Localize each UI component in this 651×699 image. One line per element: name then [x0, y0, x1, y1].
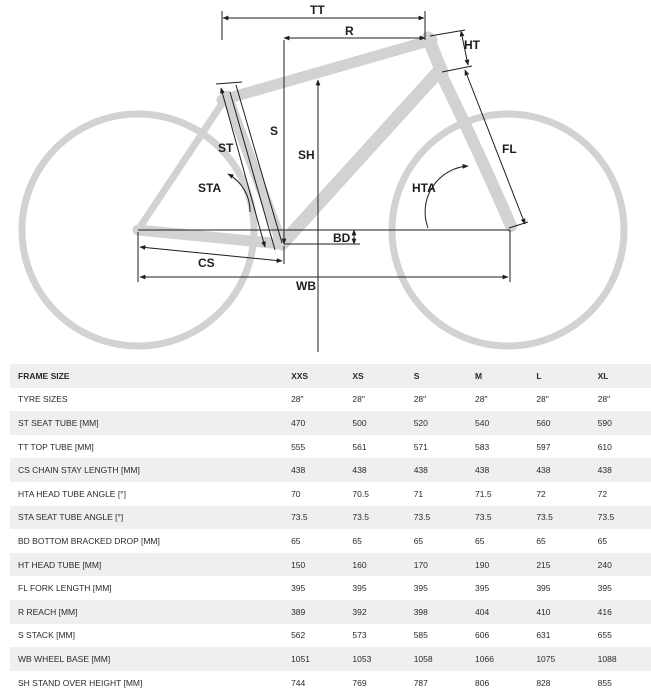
table-cell: 73.5 — [283, 506, 344, 530]
table-row — [10, 671, 651, 695]
table-row — [10, 506, 651, 530]
table-row — [10, 600, 651, 624]
table-cell: 1053 — [344, 647, 405, 671]
table-cell: 744 — [283, 671, 344, 695]
table-cell: 395 — [406, 576, 467, 600]
label-fl: FL — [502, 142, 517, 156]
table-cell: 70 — [283, 482, 344, 506]
table-cell: 65 — [467, 529, 528, 553]
table-cell: 470 — [283, 411, 344, 435]
table-row — [10, 624, 651, 648]
table-cell: 1088 — [590, 647, 651, 671]
table-cell: 71 — [406, 482, 467, 506]
table-cell: 28" — [283, 388, 344, 412]
row-label: STA SEAT TUBE ANGLE [°] — [10, 506, 283, 530]
table-cell: 70.5 — [344, 482, 405, 506]
table-row — [10, 553, 651, 577]
label-ht: HT — [464, 38, 480, 52]
header-size: M — [467, 364, 528, 388]
row-label: HTA HEAD TUBE ANGLE [°] — [10, 482, 283, 506]
table-cell: 438 — [590, 458, 651, 482]
table-cell: 150 — [283, 553, 344, 577]
table-cell: 404 — [467, 600, 528, 624]
table-cell: 28" — [528, 388, 589, 412]
table-cell: 73.5 — [590, 506, 651, 530]
header-size: XL — [590, 364, 651, 388]
table-cell: 500 — [344, 411, 405, 435]
label-r: R — [345, 24, 354, 38]
header-size: XXS — [283, 364, 344, 388]
table-cell: 585 — [406, 624, 467, 648]
table-row — [10, 388, 651, 412]
header-size: S — [406, 364, 467, 388]
table-cell: 72 — [590, 482, 651, 506]
label-sta: STA — [198, 181, 222, 195]
top-tube — [222, 40, 432, 100]
table-cell: 560 — [528, 411, 589, 435]
table-cell: 28" — [344, 388, 405, 412]
table-cell: 828 — [528, 671, 589, 695]
row-label: TT TOP TUBE [MM] — [10, 435, 283, 459]
table-cell: 73.5 — [467, 506, 528, 530]
table-row — [10, 529, 651, 553]
table-row — [10, 482, 651, 506]
geometry-table — [10, 364, 651, 694]
label-bd: BD — [333, 231, 351, 245]
table-cell: 65 — [283, 529, 344, 553]
table-row — [10, 647, 651, 671]
table-cell: 416 — [590, 600, 651, 624]
row-label: TYRE SIZES — [10, 388, 283, 412]
table-cell: 71.5 — [467, 482, 528, 506]
table-cell: 769 — [344, 671, 405, 695]
table-header-row — [10, 364, 651, 388]
table-cell: 170 — [406, 553, 467, 577]
table-cell: 65 — [406, 529, 467, 553]
table-cell: 438 — [467, 458, 528, 482]
table-cell: 610 — [590, 435, 651, 459]
table-cell: 65 — [528, 529, 589, 553]
table-cell: 410 — [528, 600, 589, 624]
table-cell: 590 — [590, 411, 651, 435]
table-cell: 1075 — [528, 647, 589, 671]
table-cell: 606 — [467, 624, 528, 648]
label-tt: TT — [310, 3, 325, 17]
table-cell: 1066 — [467, 647, 528, 671]
row-label: BD BOTTOM BRACKED DROP [MM] — [10, 529, 283, 553]
table-cell: 573 — [344, 624, 405, 648]
label-sh: SH — [298, 148, 315, 162]
table-cell: 398 — [406, 600, 467, 624]
table-row — [10, 435, 651, 459]
table-cell: 65 — [344, 529, 405, 553]
row-label: FL FORK LENGTH [MM] — [10, 576, 283, 600]
row-label: SH STAND OVER HEIGHT [MM] — [10, 671, 283, 695]
table-cell: 395 — [590, 576, 651, 600]
table-cell: 389 — [283, 600, 344, 624]
table-row — [10, 411, 651, 435]
table-cell: 1051 — [283, 647, 344, 671]
table-cell: 240 — [590, 553, 651, 577]
table-cell: 72 — [528, 482, 589, 506]
table-cell: 520 — [406, 411, 467, 435]
table-cell: 1058 — [406, 647, 467, 671]
label-s: S — [270, 124, 279, 138]
row-label: S STACK [MM] — [10, 624, 283, 648]
label-st: ST — [218, 141, 234, 155]
table-cell: 395 — [528, 576, 589, 600]
table-cell: 215 — [528, 553, 589, 577]
table-cell: 438 — [528, 458, 589, 482]
table-cell: 73.5 — [528, 506, 589, 530]
table-cell: 392 — [344, 600, 405, 624]
table-cell: 395 — [344, 576, 405, 600]
table-cell: 555 — [283, 435, 344, 459]
label-hta: HTA — [412, 181, 436, 195]
header-size: XS — [344, 364, 405, 388]
table-cell: 562 — [283, 624, 344, 648]
table-cell: 561 — [344, 435, 405, 459]
table-cell: 597 — [528, 435, 589, 459]
table-cell: 438 — [344, 458, 405, 482]
table-cell: 28" — [406, 388, 467, 412]
table-cell: 395 — [467, 576, 528, 600]
table-cell: 540 — [467, 411, 528, 435]
table-cell: 190 — [467, 553, 528, 577]
table-cell: 438 — [406, 458, 467, 482]
row-label: CS CHAIN STAY LENGTH [MM] — [10, 458, 283, 482]
table-cell: 160 — [344, 553, 405, 577]
header-frame-size: FRAME SIZE — [10, 364, 283, 388]
table-cell: 806 — [467, 671, 528, 695]
table-row — [10, 576, 651, 600]
table-cell: 855 — [590, 671, 651, 695]
row-label: WB WHEEL BASE [MM] — [10, 647, 283, 671]
table-cell: 28" — [590, 388, 651, 412]
table-cell: 631 — [528, 624, 589, 648]
table-cell: 28" — [467, 388, 528, 412]
row-label: R REACH [MM] — [10, 600, 283, 624]
table-cell: 438 — [283, 458, 344, 482]
label-cs: CS — [198, 256, 215, 270]
fork — [440, 72, 511, 226]
label-wb: WB — [296, 279, 316, 293]
table-cell: 73.5 — [344, 506, 405, 530]
row-label: HT HEAD TUBE [MM] — [10, 553, 283, 577]
table-cell: 73.5 — [406, 506, 467, 530]
table-cell: 655 — [590, 624, 651, 648]
table-cell: 571 — [406, 435, 467, 459]
row-label: ST SEAT TUBE [MM] — [10, 411, 283, 435]
table-row — [10, 458, 651, 482]
table-cell: 787 — [406, 671, 467, 695]
header-size: L — [528, 364, 589, 388]
table-cell: 395 — [283, 576, 344, 600]
table-cell: 65 — [590, 529, 651, 553]
table-cell: 583 — [467, 435, 528, 459]
